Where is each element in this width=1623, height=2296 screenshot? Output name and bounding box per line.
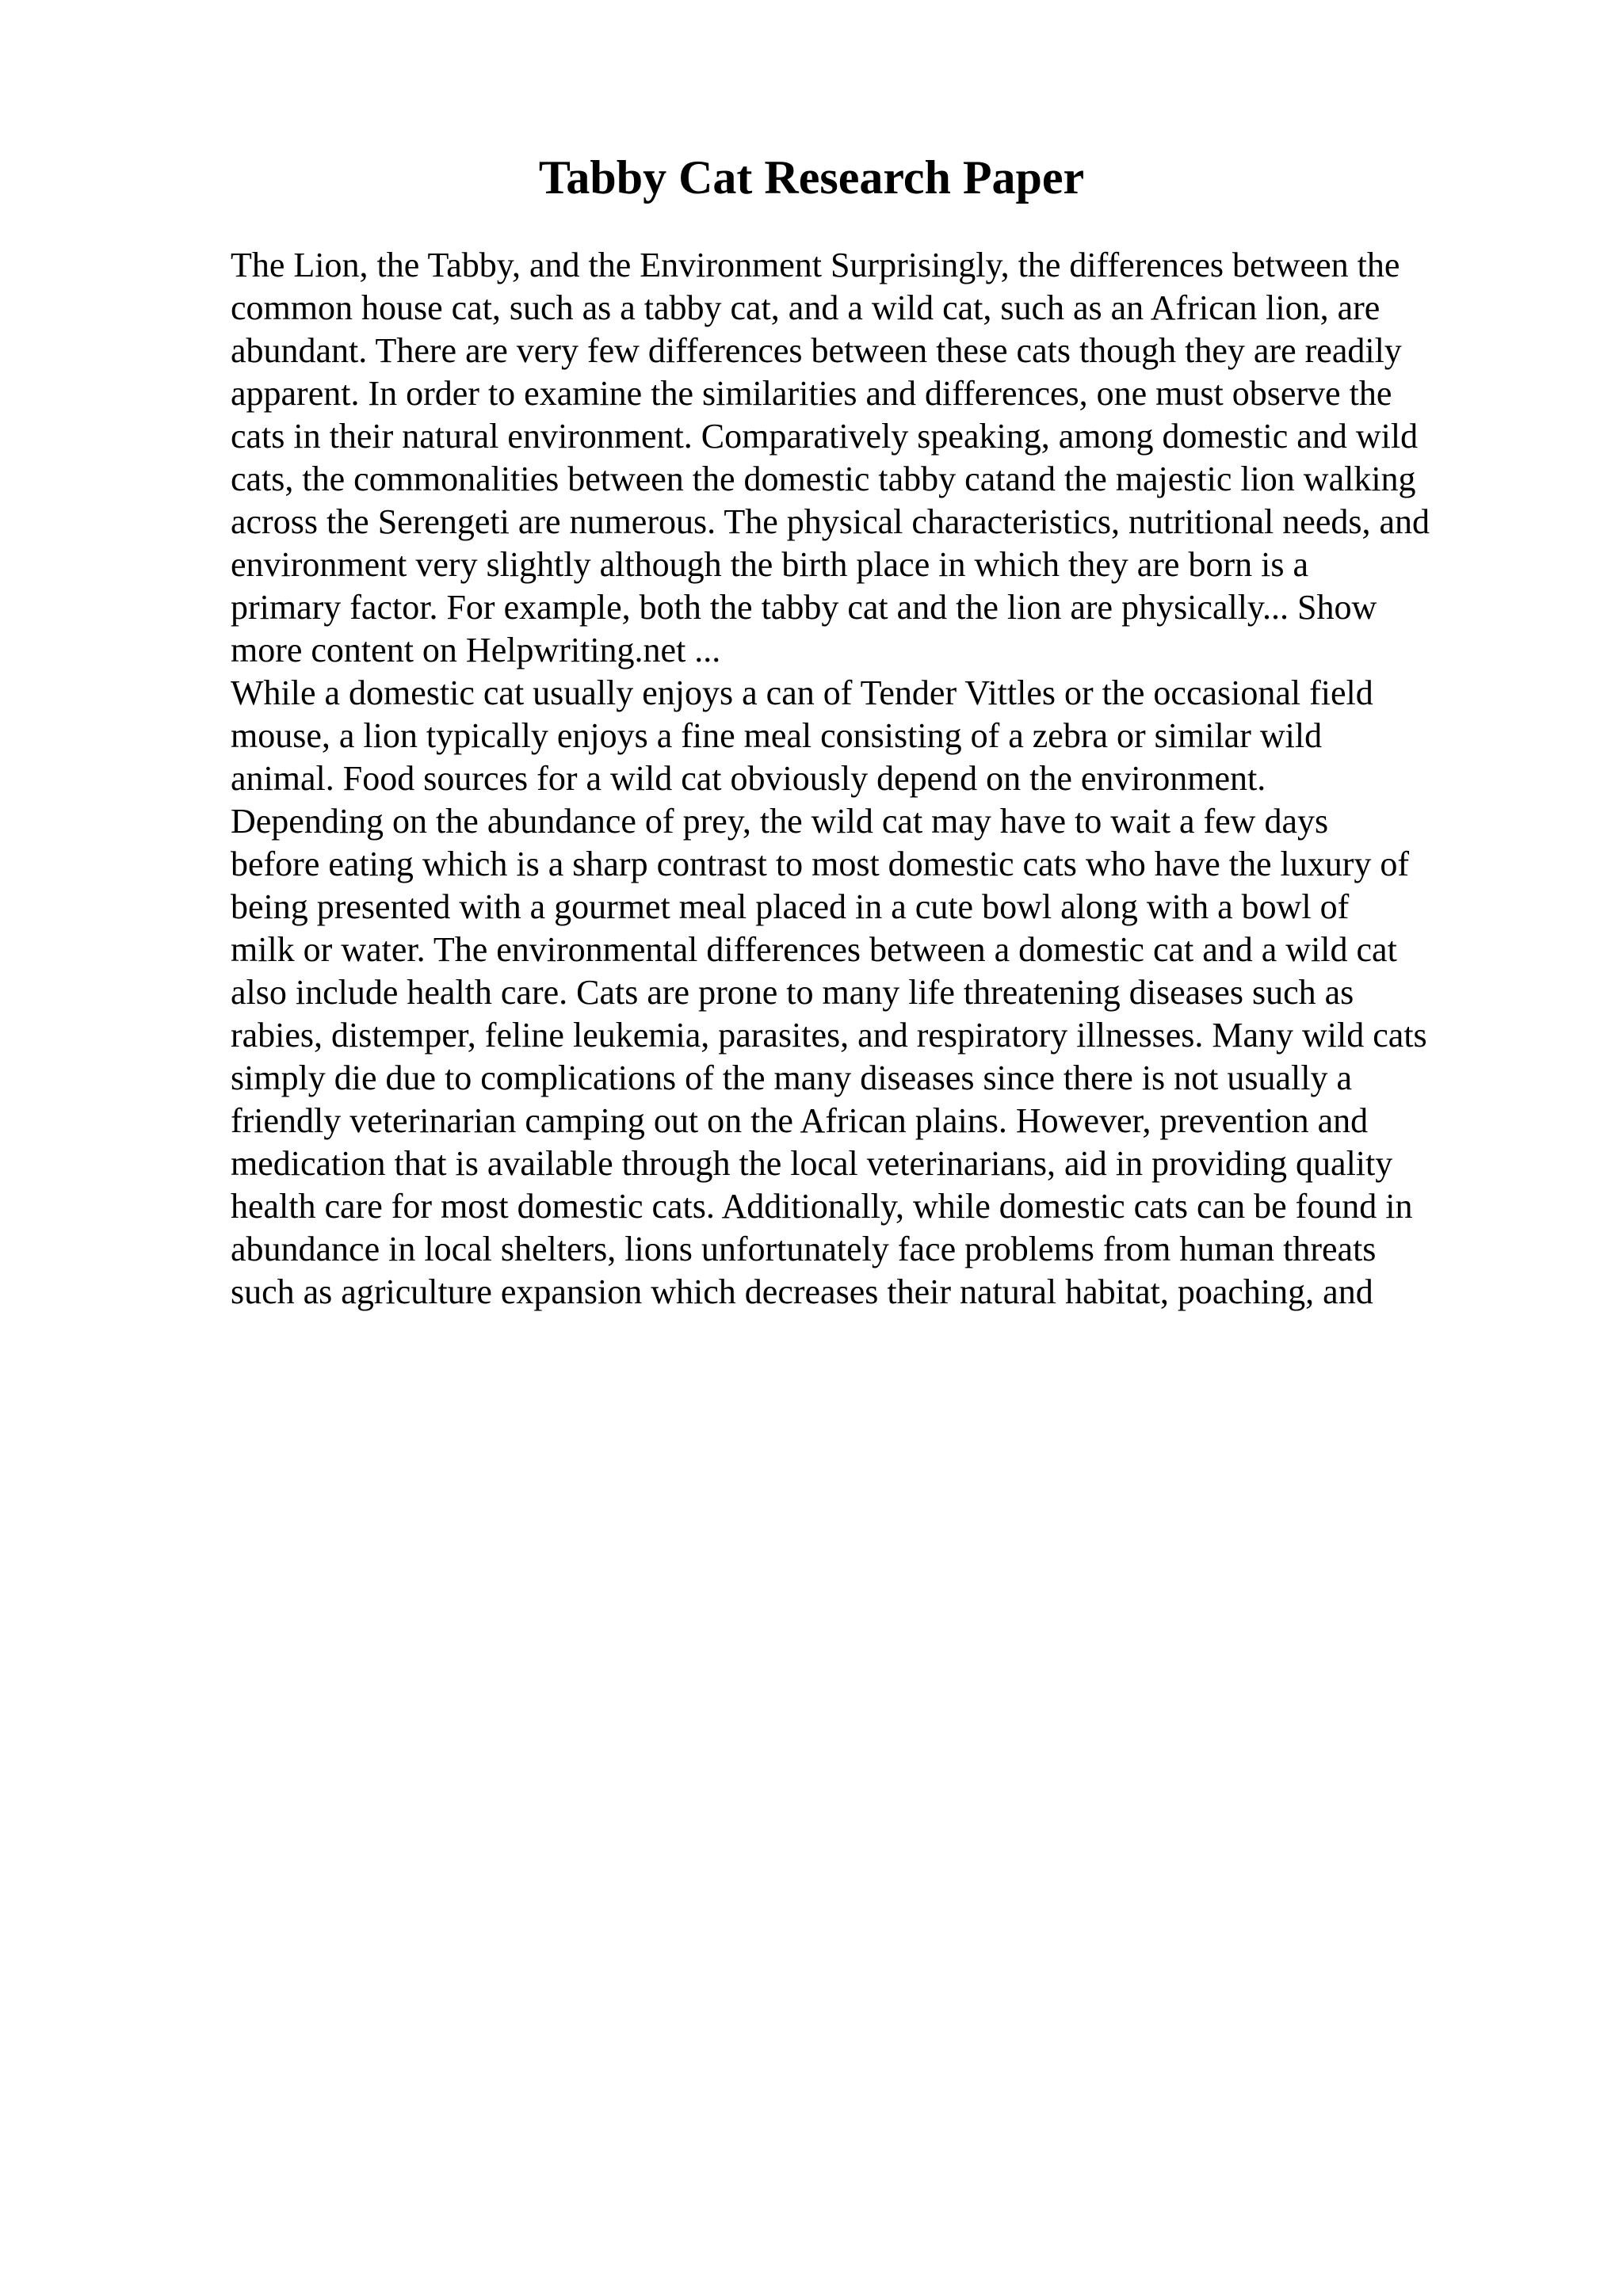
body-line: animal. Food sources for a wild cat obviously depend on the environment. [231, 759, 1266, 798]
body-line: cats, the commonalities between the domestic tabby catand the majestic lion walking [231, 460, 1416, 498]
body-line: rabies, distemper, feline leukemia, parasites, and respiratory illnesses. Many wild cats [231, 1016, 1427, 1055]
body-line: milk or water. The environmental differences between a domestic cat and a wild cat [231, 930, 1397, 969]
body-line: health care for most domestic cats. Additionally, while domestic cats can be found in [231, 1187, 1413, 1226]
body-line: apparent. In order to examine the similarities and differences, one must observe the [231, 374, 1392, 413]
body-line: abundant. There are very few differences between these cats though they are readily [231, 331, 1402, 370]
body-line: While a domestic cat usually enjoys a can of Tender Vittles or the occasional field [231, 673, 1373, 712]
body-line: across the Serengeti are numerous. The physical characteristics, nutritional needs, and [231, 502, 1430, 541]
body-line: environment very slightly although the birth place in which they are born is a [231, 545, 1308, 584]
body-line: also include health care. Cats are prone to many life threatening diseases such as [231, 973, 1354, 1012]
document-body [231, 244, 1514, 1314]
body-line: primary factor. For example, both the tabby cat and the lion are physically... Show [231, 588, 1377, 627]
body-line: medication that is available through the local veterinarians, aid in providing quality [231, 1144, 1393, 1183]
body-line: mouse, a lion typically enjoys a fine meal consisting of a zebra or similar wild [231, 716, 1323, 755]
body-line: The Lion, the Tabby, and the Environment Surprisingly, the differences between the [231, 246, 1400, 284]
body-line: before eating which is a sharp contrast to most domestic cats who have the luxury of [231, 845, 1410, 883]
body-line: Depending on the abundance of prey, the wild cat may have to wait a few days [231, 802, 1329, 841]
body-line: common house cat, such as a tabby cat, and a wild cat, such as an African lion, are [231, 288, 1381, 327]
body-line: friendly veterinarian camping out on the African plains. However, prevention and [231, 1101, 1369, 1140]
body-line: abundance in local shelters, lions unfortunately face problems from human threats [231, 1230, 1377, 1268]
body-line: simply die due to complications of the many diseases since there is not usually a [231, 1058, 1353, 1097]
body-line: more content on Helpwriting.net ... [231, 631, 721, 669]
body-line: cats in their natural environment. Comparatively speaking, among domestic and wild [231, 417, 1419, 456]
document-title: Tabby Cat Research Paper [538, 151, 1085, 204]
body-line: being presented with a gourmet meal placed in a cute bowl along with a bowl of [231, 887, 1350, 926]
body-line: such as agriculture expansion which decreases their natural habitat, poaching, and [231, 1272, 1373, 1311]
